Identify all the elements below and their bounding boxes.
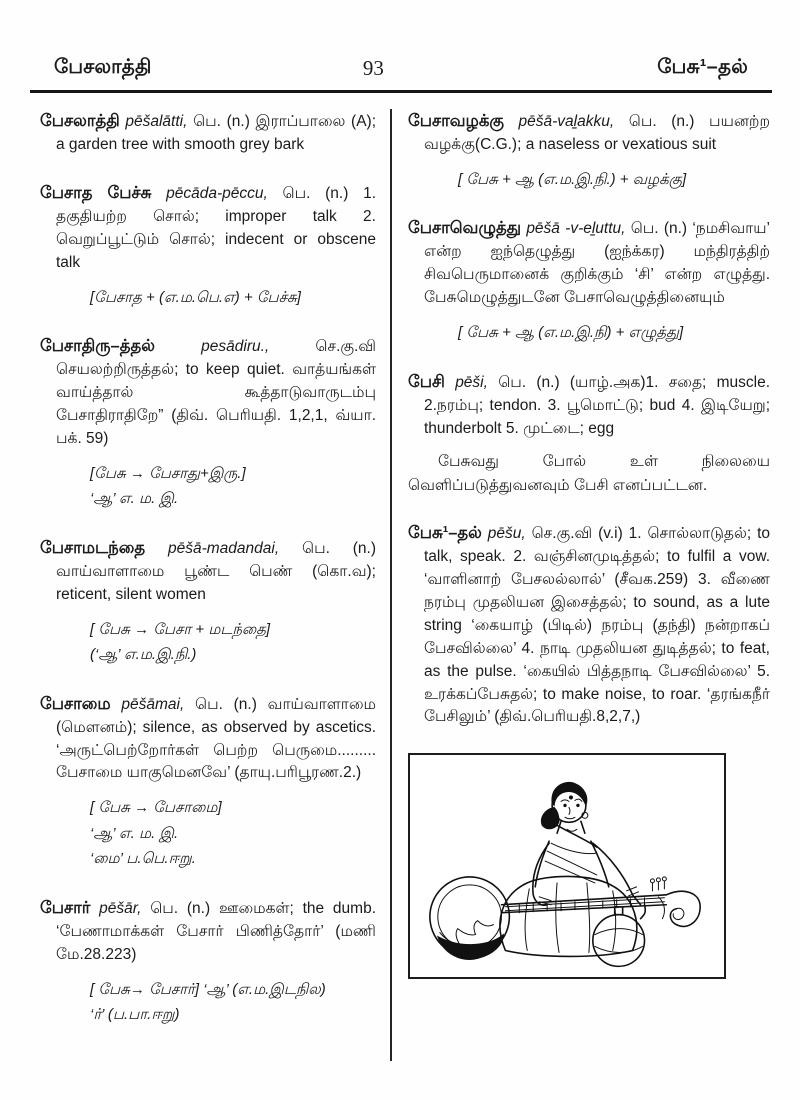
entry-part-of-speech: செ.கு.வி (v.i): [531, 524, 623, 542]
entry-etymology-line: ‘ர்’ (ப.பா.ஈறு): [90, 1006, 180, 1024]
entry-part-of-speech: பெ. (n.): [193, 113, 250, 130]
header-rule: [30, 90, 772, 93]
dictionary-entry: [40, 896, 376, 1028]
entry-transliteration: pēšalātti,: [125, 113, 188, 130]
entry-definition: செயலற்றிருத்தல்; to keep quiet. வாத்யங்கள் வாய்த்தால் கூத்தாடுவாருடம்பு பேசாதிராதிறே” (திவ். பெரியதி. 1,2,1, வ்யா. பக். 59): [56, 361, 376, 447]
entry-definition: ‘நமசிவாய’ என்ற ஐந்தெழுத்து (ஐந்க்கர) மந்திரத்திற் சிவபெருமானைக் குறிக்கும் ‘சி’ என்ற எழுத்து. பேசுமெழுத்துடனே பேசாவெழுத்தினையும்: [424, 220, 770, 307]
entry-main-text: [408, 521, 770, 729]
entry-transliteration: pēšu,: [487, 524, 526, 542]
entry-headword: பேசாதிரு–த்தல்: [40, 337, 155, 356]
entry-transliteration: pēšā-vaḻakku,: [518, 113, 615, 130]
entry-transliteration: pēcāda-pēccu,: [166, 184, 268, 202]
entry-etymology-line: [ பேசு + ஆ (எ.ம.இ.நி.) + வழக்கு]: [458, 170, 687, 188]
veena-player-illustration: [408, 753, 726, 979]
entry-headword: பேசு¹–தல்: [408, 523, 482, 542]
entry-etymology: [40, 977, 376, 1028]
entry-definition: 1. சொல்லாடுதல்; to talk, speak. 2. வஞ்சினமுடித்தல்; to fulfil a vow. ‘வாளினாற் பேசலல்லால்’ (சீவக.259) 3. வீணை நரம்பு முதலியன இசைத்தல்; to sound, as a lute string ‘கையாழ் (பிடில்) நரம்பு (தந்தி) நன்றாகப் பேசவில்லை’ 4. நாடி முதலியன துடித்தல்; to feat, as the pulse. ‘கையில் பித்தநாடி பேசவில்லை’ 5. உரக்கப்பேசுதல்; to make noise, to roar. ‘தரங்கநீர் பேசிலும்’ (திவ்.பெரியதி.8,2,7,): [424, 524, 770, 726]
dictionary-entry: [40, 181, 376, 310]
entry-part-of-speech: பெ. (n.): [498, 373, 560, 391]
entry-definition: வாய்வாளாமை பூண்ட பெண் (கொ.வ); reticent, silent women: [56, 562, 376, 603]
entry-etymology-line: ‘மை’ ப.பெ.ஈறு.: [90, 850, 196, 868]
entry-etymology-line: [பேசு → பேசாது+இரு.]: [90, 464, 246, 482]
entry-main-text: [40, 109, 376, 157]
entry-definition: பயனற்ற வழக்கு(C.G.); a naseless or vexatious suit: [424, 113, 771, 153]
entry-definition: (யாழ்.அக)1. சதை; muscle. 2.நரம்பு; tendon. 3. பூமொட்டு; bud 4. இடியேறு; thunderbolt 5. முட்டை; egg: [424, 373, 771, 437]
entry-part-of-speech: செ.கு.வி: [315, 338, 376, 356]
dictionary-entry: [408, 521, 770, 729]
entry-etymology: [40, 461, 376, 512]
entry-headword: பேசாமை: [40, 694, 111, 713]
entry-transliteration: pēšā-madandai,: [167, 539, 280, 557]
entry-definition: இராப்பாலை (A); a garden tree with smooth grey bark: [56, 113, 377, 153]
dictionary-entry: [40, 109, 376, 157]
entry-etymology-line: ‘ஆ’ எ. ம. இ.: [90, 490, 179, 508]
entry-main-text: [408, 370, 770, 441]
entry-main-text: [40, 536, 376, 607]
running-head-right-word: பேசு¹–தல்: [657, 56, 748, 78]
entry-etymology: [40, 285, 376, 311]
entry-transliteration: pēšā -v-eḻuttu,: [526, 220, 626, 238]
entry-main-text: [40, 334, 376, 451]
veena-player-drawing: [410, 755, 724, 977]
entry-etymology-line: [ பேசு + ஆ (எ.ம.இ.நி) + எழுத்து]: [458, 324, 684, 342]
entry-headword: பேசாமடந்தை: [40, 538, 146, 557]
entry-headword: பேசாவழக்கு: [408, 112, 504, 130]
running-head: [54, 56, 748, 81]
dictionary-entry: [40, 334, 376, 512]
entry-etymology-line: ‘ஆ’ எ. ம. இ.: [90, 824, 179, 842]
entry-etymology-line: [ பேசு → பேசாமை]: [90, 799, 222, 817]
entry-definition: 1. தகுதியற்ற சொல்; improper talk 2. வெறுப்பூட்டும் சொல்; indecent or obscene talk: [56, 184, 377, 271]
left-column: [40, 109, 392, 1061]
entry-main-text: [40, 181, 376, 275]
entry-definition: ஊமைகள்; the dumb. ‘பேணாமாக்கள் பேசார் பிணித்தோர்’ (மணி மே.28.223): [56, 899, 377, 963]
entry-etymology-line: [ பேசு→ பேசார்] ‘ஆ’ (எ.ம.இடநில): [90, 980, 326, 998]
entry-headword: பேசார்: [40, 898, 91, 917]
entry-etymology: [40, 795, 376, 872]
running-head-left-word: பேசலாத்தி: [54, 56, 152, 78]
entry-part-of-speech: பெ. (n.): [195, 695, 257, 713]
entry-headword: பேசாவெழுத்து: [408, 219, 522, 238]
dictionary-entry: [40, 692, 376, 872]
entry-etymology: [408, 167, 770, 193]
entry-headword: பேசி: [408, 372, 445, 391]
entry-part-of-speech: பெ. (n.): [150, 899, 211, 917]
entry-transliteration: pēšār,: [99, 899, 142, 917]
entry-headword: பேசாத பேச்சு: [40, 183, 152, 202]
entry-main-text: [40, 692, 376, 786]
entry-part-of-speech: பெ. (n.): [282, 184, 349, 202]
figure-slot: [408, 753, 770, 979]
right-column: [392, 109, 770, 1061]
dictionary-entry: [408, 370, 770, 497]
entry-main-text: [408, 216, 770, 310]
entry-etymology-line: [பேசாத + (எ.ம.பெ.எ) + பேச்சு]: [90, 288, 301, 306]
entry-etymology: [40, 617, 376, 668]
entry-transliteration: pēši,: [455, 373, 488, 391]
entry-etymology-line: [ பேசு → பேசா + மடந்தை]: [90, 620, 271, 638]
dictionary-entry: [408, 109, 770, 192]
entry-main-text: [408, 109, 770, 157]
entry-note: பேசுவது போல் உள் நிலையை வெளிப்படுத்துவனவும் பேசி எனப்பட்டன.: [408, 453, 770, 494]
entry-transliteration: pēšāmai,: [121, 695, 185, 713]
entry-etymology: [408, 320, 770, 346]
dictionary-entry: [40, 536, 376, 668]
page-number: 93: [362, 56, 384, 80]
entry-transliteration: pesādiru.,: [201, 338, 270, 356]
dictionary-entry: [408, 216, 770, 345]
entry-etymology-line: (‘ஆ’ எ.ம.இ.நி.): [90, 646, 197, 664]
two-column-body: [40, 109, 770, 1061]
entry-definition: வாய்வாளாமை (மௌனம்); silence, as observed by ascetics. ‘அருட்பெற்றோர்கள் பெற்ற பெருமை......... பேசாமை யாகுமெனவே’ (தாயு.பரிபூரண.2.): [56, 695, 377, 782]
entry-main-text: [40, 896, 376, 967]
entry-part-of-speech: பெ. (n.): [302, 539, 377, 557]
entry-part-of-speech: பெ. (n.): [628, 113, 695, 130]
entry-headword: பேசலாத்தி: [40, 112, 120, 130]
entry-part-of-speech: பெ. (n.): [630, 220, 688, 238]
